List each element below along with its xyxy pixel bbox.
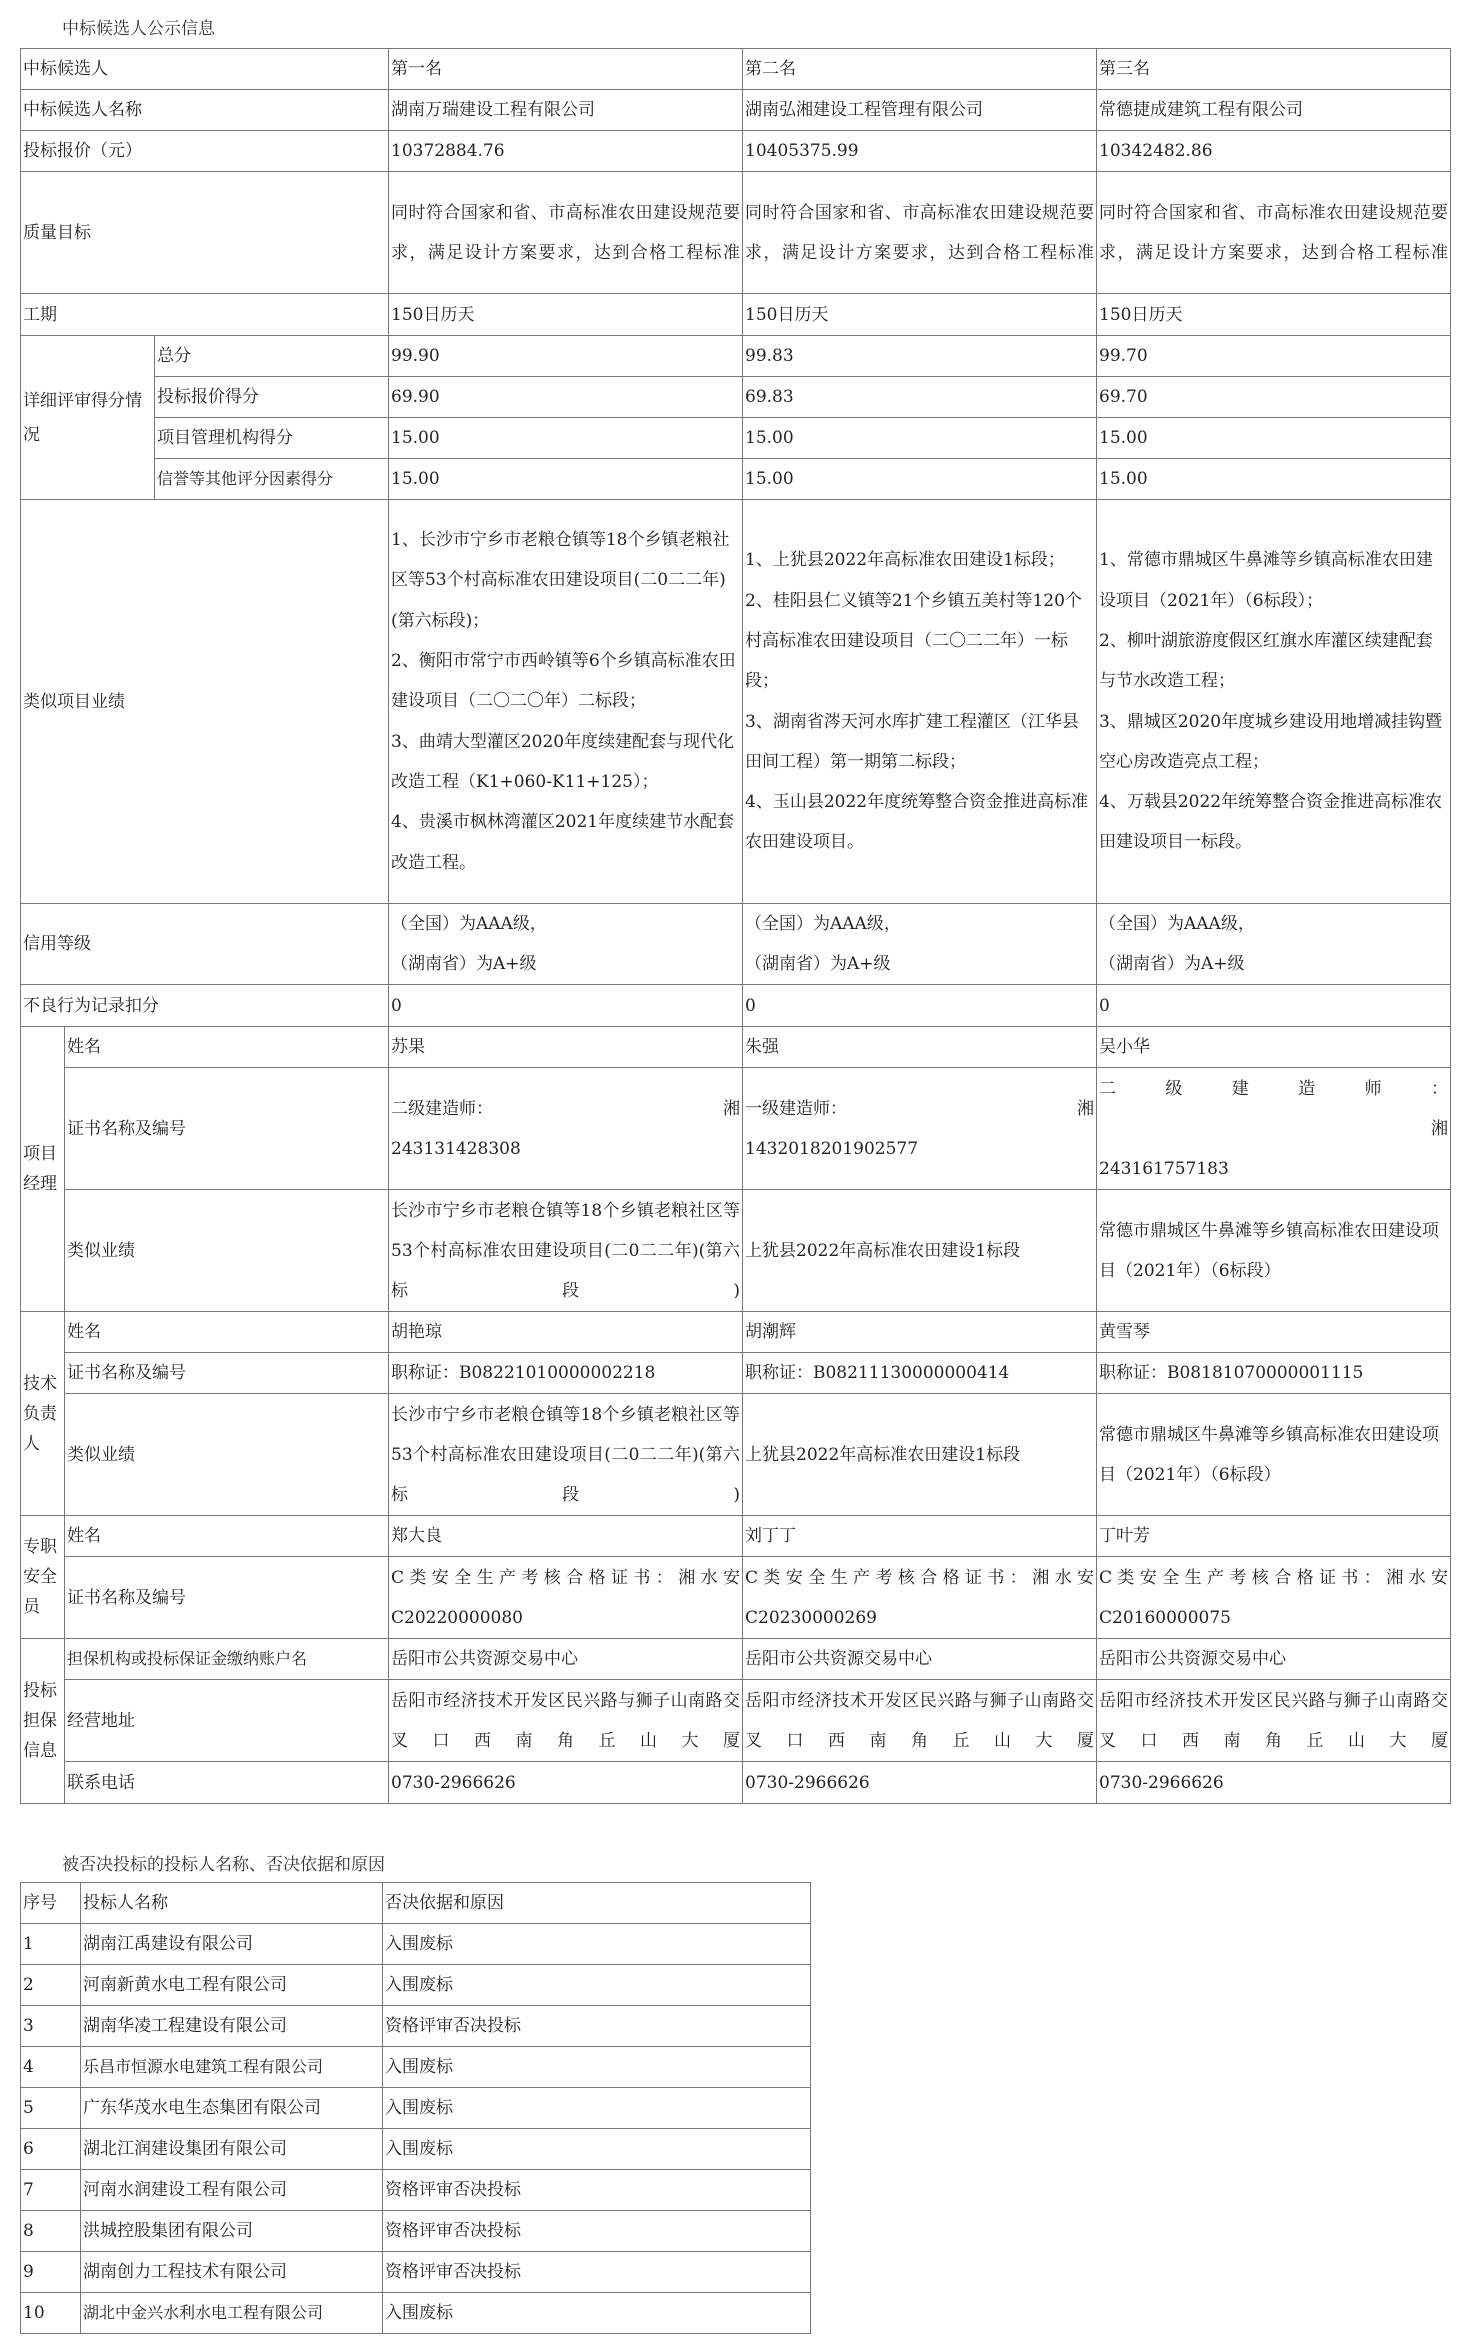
cell: 湖南华凌工程建设有限公司 <box>81 2006 383 2047</box>
cell: 长沙市宁乡市老粮仓镇等18个乡镇老粮社区等53个村高标准农田建设项目(二0二二年)(第六标段) <box>389 1394 743 1516</box>
cell: 15.00 <box>389 459 743 500</box>
cell: 0730-2966626 <box>1097 1762 1451 1804</box>
table-row <box>21 1965 811 2006</box>
cell: 职称证：B08181070000001115 <box>1097 1353 1451 1394</box>
cell: 职称证：B08221010000002218 <box>389 1353 743 1394</box>
row-label: 联系电话 <box>65 1762 389 1804</box>
cell: 8 <box>21 2211 81 2252</box>
rejected-table <box>20 1882 811 2334</box>
table-row <box>21 1190 1451 1312</box>
row-label: 类似项目业绩 <box>21 500 389 904</box>
cell: 入围废标 <box>383 2129 811 2170</box>
table-row <box>21 1027 1451 1068</box>
cell: 3 <box>21 2006 81 2047</box>
cell: C类安全生产考核合格证书：湘水安C20160000075 <box>1097 1557 1451 1639</box>
row-label: 姓名 <box>65 1516 389 1557</box>
row-label: 证书名称及编号 <box>65 1557 389 1639</box>
cell: （全国）为AAA级， （湖南省）为A+级 <box>389 904 743 985</box>
table-row <box>21 294 1451 336</box>
row-label: 证书名称及编号 <box>65 1068 389 1190</box>
cell <box>389 1068 743 1190</box>
cell: 4 <box>21 2047 81 2088</box>
row-label: 担保机构或投标保证金缴纳账户名 <box>65 1639 389 1680</box>
cell: 0730-2966626 <box>743 1762 1097 1804</box>
table-row <box>21 904 1451 985</box>
cell: 苏果 <box>389 1027 743 1068</box>
row-label: 投标报价得分 <box>155 377 389 418</box>
cell: 10 <box>21 2293 81 2334</box>
table-row <box>21 336 1451 377</box>
cell: 资格评审否决投标 <box>383 2252 811 2293</box>
row-label: 姓名 <box>65 1312 389 1353</box>
table-row <box>21 377 1451 418</box>
table-row <box>21 985 1451 1027</box>
row-label: 类似业绩 <box>65 1394 389 1516</box>
cell: 岳阳市公共资源交易中心 <box>389 1639 743 1680</box>
cell: 岳阳市经济技术开发区民兴路与狮子山南路交叉口西南角丘山大厦 <box>743 1680 1097 1762</box>
cert-type: 一级建造师： <box>745 1098 847 1119</box>
cell: 刘丁丁 <box>743 1516 1097 1557</box>
table-row <box>21 2252 811 2293</box>
cert-number: 1432018201902577 <box>745 1138 919 1159</box>
table-row <box>21 90 1451 131</box>
cell: 岳阳市公共资源交易中心 <box>743 1639 1097 1680</box>
row-label: 项目管理机构得分 <box>155 418 389 459</box>
table-row <box>21 1680 1451 1762</box>
cell: 15.00 <box>743 459 1097 500</box>
cell: 丁叶芳 <box>1097 1516 1451 1557</box>
cell: 15.00 <box>389 418 743 459</box>
cell: 入围废标 <box>383 2293 811 2334</box>
cell: 湖北江润建设集团有限公司 <box>81 2129 383 2170</box>
cell: 10372884.76 <box>389 131 743 172</box>
row-label: 中标候选人名称 <box>21 90 389 131</box>
cell: 69.83 <box>743 377 1097 418</box>
row-label: 姓名 <box>65 1027 389 1068</box>
cell: 1、常德市鼎城区牛鼻滩等乡镇高标准农田建设项目（2021年）（6标段）； 2、柳叶湖旅游度假区红旗水库灌区续建配套与节水改造工程； 3、鼎城区2020年度城乡建设用地增减挂钩暨空心房改造亮点工程； 4、万载县2022年统筹整合资金推进高标准农田建设项目一标段。 <box>1097 500 1451 904</box>
cert-number: 243131428308 <box>391 1138 521 1159</box>
header-cell: 序号 <box>21 1883 81 1924</box>
cell: 湖南弘湘建设工程管理有限公司 <box>743 90 1097 131</box>
row-label: 工期 <box>21 294 389 336</box>
cell: 入围废标 <box>383 2047 811 2088</box>
cell: 入围废标 <box>383 1924 811 1965</box>
pm-group-label: 项目经理 <box>21 1027 65 1312</box>
safety-group-label: 专职安全员 <box>21 1516 65 1639</box>
table-row <box>21 2088 811 2129</box>
header-cell: 否决依据和原因 <box>383 1883 811 1924</box>
cell: 0 <box>743 985 1097 1027</box>
table-row <box>21 1353 1451 1394</box>
row-label: 证书名称及编号 <box>65 1353 389 1394</box>
cell: 7 <box>21 2170 81 2211</box>
table-row <box>21 2170 811 2211</box>
cert-type: 二级建造师： <box>391 1098 493 1119</box>
cell: 同时符合国家和省、市高标准农田建设规范要求，满足设计方案要求，达到合格工程标准 <box>1097 172 1451 294</box>
cell <box>1097 1068 1451 1190</box>
table-row <box>21 49 1451 90</box>
cell: 常德市鼎城区牛鼻滩等乡镇高标准农田建设项目（2021年）（6标段） <box>1097 1394 1451 1516</box>
table-row <box>21 1557 1451 1639</box>
cell: 15.00 <box>1097 418 1451 459</box>
section2-title: 被否决投标的投标人名称、否决依据和原因 <box>62 1855 385 1875</box>
cell: 1、上犹县2022年高标准农田建设1标段； 2、桂阳县仁义镇等21个乡镇五美村等120个村高标准农田建设项目（二〇二二年）一标段； 3、湖南省涔天河水库扩建工程灌区（江华县田间工程）第一期第二标段； 4、玉山县2022年度统筹整合资金推进高标准农田建设项目。 <box>743 500 1097 904</box>
cell: 洪城控股集团有限公司 <box>81 2211 383 2252</box>
row-label: 投标报价（元） <box>21 131 389 172</box>
cell: 1、长沙市宁乡市老粮仓镇等18个乡镇老粮社区等53个村高标准农田建设项目(二0二二年)(第六标段)； 2、衡阳市常宁市西岭镇等6个乡镇高标准农田建设项目（二〇二〇年）二标段； 3、曲靖大型灌区2020年度续建配套与现代化改造工程（K1+060-K11+125）； 4、贵溪市枫林湾灌区2021年度续建节水配套改造工程。 <box>389 500 743 904</box>
table-row <box>21 418 1451 459</box>
cell: C类安全生产考核合格证书：湘水安C20220000080 <box>389 1557 743 1639</box>
candidates-table <box>20 48 1451 1804</box>
cert-prefix: 湘 <box>1077 1098 1094 1119</box>
row-label: 信用等级 <box>21 904 389 985</box>
table-row <box>21 131 1451 172</box>
cell: 5 <box>21 2088 81 2129</box>
table-row <box>21 1639 1451 1680</box>
cert-number: 243161757183 <box>1099 1158 1229 1179</box>
cell: 150日历天 <box>1097 294 1451 336</box>
cell: 69.90 <box>389 377 743 418</box>
cell: 15.00 <box>1097 459 1451 500</box>
cell: 广东华茂水电生态集团有限公司 <box>81 2088 383 2129</box>
table-row <box>21 1762 1451 1804</box>
row-label: 类似业绩 <box>65 1190 389 1312</box>
section1-title: 中标候选人公示信息 <box>62 19 215 39</box>
cell: 10405375.99 <box>743 131 1097 172</box>
cell: 99.70 <box>1097 336 1451 377</box>
row-label: 质量目标 <box>21 172 389 294</box>
cell: 资格评审否决投标 <box>383 2170 811 2211</box>
cert-type: 二级建造师： <box>1099 1078 1448 1099</box>
cell: 9 <box>21 2252 81 2293</box>
table-row <box>21 1068 1451 1190</box>
cell: 2 <box>21 1965 81 2006</box>
cert-prefix: 湘 <box>1431 1118 1448 1139</box>
cell: 10342482.86 <box>1097 131 1451 172</box>
cell: 黄雪琴 <box>1097 1312 1451 1353</box>
cell: 同时符合国家和省、市高标准农田建设规范要求，满足设计方案要求，达到合格工程标准 <box>389 172 743 294</box>
cell: 150日历天 <box>389 294 743 336</box>
cell: 同时符合国家和省、市高标准农田建设规范要求，满足设计方案要求，达到合格工程标准 <box>743 172 1097 294</box>
cell: 岳阳市经济技术开发区民兴路与狮子山南路交叉口西南角丘山大厦 <box>1097 1680 1451 1762</box>
cell: 入围废标 <box>383 2088 811 2129</box>
header-cell: 投标人名称 <box>81 1883 383 1924</box>
table-row <box>21 2047 811 2088</box>
cell: （全国）为AAA级， （湖南省）为A+级 <box>1097 904 1451 985</box>
cell: 上犹县2022年高标准农田建设1标段 <box>743 1190 1097 1312</box>
cell: 0 <box>389 985 743 1027</box>
cell: 入围废标 <box>383 1965 811 2006</box>
cell: 郑大良 <box>389 1516 743 1557</box>
table-row <box>21 1883 811 1924</box>
rank-2: 第二名 <box>743 49 1097 90</box>
table-row <box>21 172 1451 294</box>
cell: 胡艳琼 <box>389 1312 743 1353</box>
cell: 资格评审否决投标 <box>383 2211 811 2252</box>
table-row <box>21 2006 811 2047</box>
table-row <box>21 459 1451 500</box>
cell: 常德市鼎城区牛鼻滩等乡镇高标准农田建设项目（2021年）（6标段） <box>1097 1190 1451 1312</box>
cell: 1 <box>21 1924 81 1965</box>
cell: 河南新黄水电工程有限公司 <box>81 1965 383 2006</box>
cell: 吴小华 <box>1097 1027 1451 1068</box>
cell: 胡潮辉 <box>743 1312 1097 1353</box>
table-row <box>21 2129 811 2170</box>
cell: 湖南万瑞建设工程有限公司 <box>389 90 743 131</box>
cell: 0730-2966626 <box>389 1762 743 1804</box>
row-label: 不良行为记录扣分 <box>21 985 389 1027</box>
cell: 69.70 <box>1097 377 1451 418</box>
cell: （全国）为AAA级， （湖南省）为A+级 <box>743 904 1097 985</box>
score-group-label: 详细评审得分情况 <box>21 336 155 500</box>
cell: 岳阳市经济技术开发区民兴路与狮子山南路交叉口西南角丘山大厦 <box>389 1680 743 1762</box>
cell: 常德捷成建筑工程有限公司 <box>1097 90 1451 131</box>
header-label: 中标候选人 <box>21 49 389 90</box>
cell: 岳阳市公共资源交易中心 <box>1097 1639 1451 1680</box>
table-row <box>21 1516 1451 1557</box>
cell: 乐昌市恒源水电建筑工程有限公司 <box>81 2047 383 2088</box>
table-row <box>21 2293 811 2334</box>
cell: 资格评审否决投标 <box>383 2006 811 2047</box>
cell: 湖南创力工程技术有限公司 <box>81 2252 383 2293</box>
cell: 湖南江禹建设有限公司 <box>81 1924 383 1965</box>
rank-1: 第一名 <box>389 49 743 90</box>
guarantee-group-label: 投标担保信息 <box>21 1639 65 1804</box>
cell: 职称证：B08211130000000414 <box>743 1353 1097 1394</box>
cell: 湖北中金兴水利水电工程有限公司 <box>81 2293 383 2334</box>
cell: 99.90 <box>389 336 743 377</box>
cell: 上犹县2022年高标准农田建设1标段 <box>743 1394 1097 1516</box>
row-label: 信誉等其他评分因素得分 <box>155 459 389 500</box>
cell: 6 <box>21 2129 81 2170</box>
cell: C类安全生产考核合格证书：湘水安C20230000269 <box>743 1557 1097 1639</box>
cell: 朱强 <box>743 1027 1097 1068</box>
cell: 150日历天 <box>743 294 1097 336</box>
row-label: 经营地址 <box>65 1680 389 1762</box>
cell <box>743 1068 1097 1190</box>
cell: 河南水润建设工程有限公司 <box>81 2170 383 2211</box>
table-row <box>21 2211 811 2252</box>
cell: 99.83 <box>743 336 1097 377</box>
table-row <box>21 1394 1451 1516</box>
row-label: 总分 <box>155 336 389 377</box>
tech-group-label: 技术负责人 <box>21 1312 65 1516</box>
table-row <box>21 1312 1451 1353</box>
rank-3: 第三名 <box>1097 49 1451 90</box>
cell: 0 <box>1097 985 1451 1027</box>
table-row <box>21 1924 811 1965</box>
cell: 15.00 <box>743 418 1097 459</box>
table-row <box>21 500 1451 904</box>
cert-prefix: 湘 <box>723 1098 740 1119</box>
cell: 长沙市宁乡市老粮仓镇等18个乡镇老粮社区等53个村高标准农田建设项目(二0二二年)(第六标段) <box>389 1190 743 1312</box>
